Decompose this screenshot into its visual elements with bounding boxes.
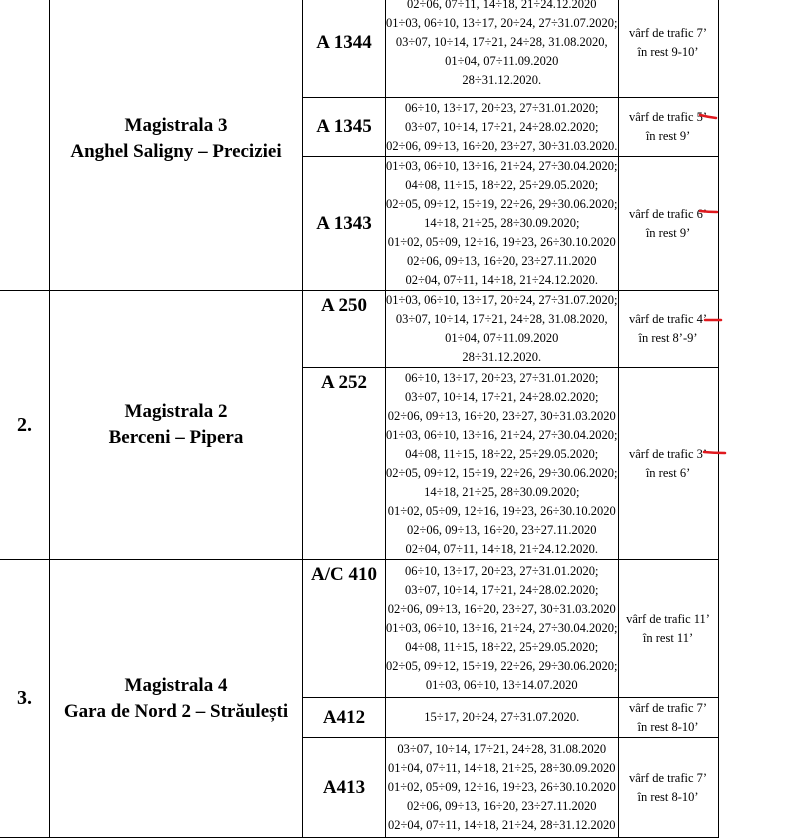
date-line: 03÷07, 10÷14, 17÷21, 24÷28, 31.08.2020 xyxy=(397,742,607,756)
dates-cell xyxy=(386,738,619,838)
table-row xyxy=(0,0,718,98)
dates-cell xyxy=(386,698,619,738)
date-line: 02÷06, 09÷13, 16÷20, 23÷27, 30÷31.03.2020 xyxy=(387,602,616,616)
route-subtitle: Berceni – Pipera xyxy=(108,427,244,448)
offpeak-frequency: în rest 9’ xyxy=(645,225,691,240)
route-title: Magistrala 2 xyxy=(124,401,228,422)
peak-frequency: vârf de trafic 5’ xyxy=(628,110,708,124)
date-line: 28÷31.12.2020. xyxy=(462,73,542,87)
peak-frequency: vârf de trafic 3’ xyxy=(628,446,708,461)
date-line: 03÷07, 10÷14, 17÷21, 24÷28.02.2020; xyxy=(405,119,599,134)
date-line: 02÷06, 07÷11, 14÷18, 21÷24.12.2020 xyxy=(407,0,597,11)
frequency-cell xyxy=(618,291,718,368)
date-line: 06÷10, 13÷17, 20÷23, 27÷31.01.2020; xyxy=(405,564,599,578)
date-line: 02÷04, 07÷11, 14÷18, 21÷24, 28÷31.12.2020 xyxy=(387,818,616,832)
dates-cell xyxy=(386,368,619,560)
row-number-cell xyxy=(0,0,50,291)
frequency-cell xyxy=(618,738,718,838)
route-subtitle: Anghel Saligny – Preciziei xyxy=(70,141,282,162)
offpeak-frequency: în rest 8’-9’ xyxy=(638,331,698,345)
date-line: 04÷08, 11÷15, 18÷22, 25÷29.05.2020; xyxy=(405,640,599,654)
peak-frequency: vârf de trafic 7’ xyxy=(628,700,708,715)
peak-frequency: vârf de trafic 6’ xyxy=(628,206,708,221)
offpeak-frequency: în rest 8-10’ xyxy=(637,719,699,734)
offpeak-frequency: în rest 6’ xyxy=(645,465,691,480)
date-line: 02÷05, 09÷12, 15÷19, 22÷26, 29÷30.06.2020; xyxy=(386,197,618,211)
date-line: 02÷04, 07÷11, 14÷18, 21÷24.12.2020. xyxy=(405,273,599,287)
date-line: 28÷31.12.2020. xyxy=(462,350,542,364)
date-line: 02÷06, 09÷13, 16÷20, 23÷27, 30÷31.03.2020. xyxy=(386,138,618,153)
date-line: 01÷03, 06÷10, 13÷16, 21÷24, 27÷30.04.2020; xyxy=(386,159,618,173)
peak-frequency: vârf de trafic 4’ xyxy=(628,312,708,326)
peak-frequency: vârf de trafic 7’ xyxy=(628,25,708,40)
dates-cell xyxy=(386,98,619,157)
date-line: 04÷08, 11÷15, 18÷22, 25÷29.05.2020; xyxy=(405,446,599,461)
date-line: 02÷06, 09÷13, 16÷20, 23÷27.11.2020 xyxy=(407,254,597,268)
date-line: 01÷04, 07÷11.09.2020 xyxy=(445,331,559,345)
date-line: 01÷02, 05÷09, 12÷16, 19÷23, 26÷30.10.2020 xyxy=(387,235,616,249)
route-name-cell xyxy=(50,291,303,560)
frequency-cell xyxy=(618,157,718,291)
date-line: 01÷03, 06÷10, 13÷16, 21÷24, 27÷30.04.2020; xyxy=(386,621,618,635)
date-line: 02÷04, 07÷11, 14÷18, 21÷24.12.2020. xyxy=(405,541,599,556)
date-line: 01÷04, 07÷11, 14÷18, 21÷25, 28÷30.09.2020 xyxy=(387,761,616,775)
offpeak-frequency: în rest 11’ xyxy=(642,630,694,645)
row-number-cell: 3. xyxy=(0,560,50,838)
offpeak-frequency: în rest 9’ xyxy=(645,129,691,143)
route-title: Magistrala 4 xyxy=(124,674,228,696)
date-line: 03÷07, 10÷14, 17÷21, 24÷28.02.2020; xyxy=(405,389,599,404)
date-line: 01÷03, 06÷10, 13÷17, 20÷24, 27÷31.07.2020; xyxy=(386,293,618,307)
route-name-cell xyxy=(50,560,303,838)
train-code-cell: A/C 410 xyxy=(303,560,386,698)
date-line: 14÷18, 21÷25, 28÷30.09.2020; xyxy=(424,484,580,499)
route-title: Magistrala 3 xyxy=(124,115,228,136)
date-line: 14÷18, 21÷25, 28÷30.09.2020; xyxy=(424,216,580,230)
frequency-cell xyxy=(618,368,718,560)
peak-frequency: vârf de trafic 7’ xyxy=(628,770,708,785)
frequency-cell xyxy=(618,98,718,157)
frequency-cell xyxy=(618,698,718,738)
date-line: 02÷05, 09÷12, 15÷19, 22÷26, 29÷30.06.2020; xyxy=(386,465,618,480)
dates-cell xyxy=(386,291,619,368)
date-line: 15÷17, 20÷24, 27÷31.07.2020. xyxy=(424,710,580,724)
date-line: 01÷03, 06÷10, 13÷14.07.2020 xyxy=(425,678,578,692)
date-line: 02÷06, 09÷13, 16÷20, 23÷27.11.2020 xyxy=(407,799,597,813)
date-line: 06÷10, 13÷17, 20÷23, 27÷31.01.2020; xyxy=(405,370,599,385)
dates-cell xyxy=(386,157,619,291)
dates-cell xyxy=(386,0,619,98)
date-line: 01÷03, 06÷10, 13÷16, 21÷24, 27÷30.04.2020; xyxy=(386,427,618,442)
date-line: 02÷06, 09÷13, 16÷20, 23÷27, 30÷31.03.2020 xyxy=(387,408,616,423)
train-code-cell: A 1343 xyxy=(303,157,386,291)
train-code-cell: A 1344 xyxy=(303,0,386,98)
date-line: 01÷02, 05÷09, 12÷16, 19÷23, 26÷30.10.2020 xyxy=(387,780,616,794)
route-name-cell xyxy=(50,0,303,291)
row-number-cell: 2. xyxy=(0,291,50,560)
date-line: 04÷08, 11÷15, 18÷22, 25÷29.05.2020; xyxy=(405,178,599,192)
offpeak-frequency: în rest 8-10’ xyxy=(637,789,699,804)
table-row xyxy=(0,560,718,698)
table-row xyxy=(0,291,718,368)
dates-cell xyxy=(386,560,619,698)
offpeak-frequency: în rest 9-10’ xyxy=(637,44,699,59)
train-code-cell: A 250 xyxy=(303,291,386,368)
date-line: 01÷04, 07÷11.09.2020 xyxy=(445,54,559,68)
date-line: 03÷07, 10÷14, 17÷21, 24÷28, 31.08.2020, xyxy=(395,312,608,326)
peak-frequency: vârf de trafic 11’ xyxy=(626,611,710,626)
frequency-cell xyxy=(618,560,718,698)
train-code-cell: A 252 xyxy=(303,368,386,560)
date-line: 02÷06, 09÷13, 16÷20, 23÷27.11.2020 xyxy=(407,522,597,537)
train-code-cell: A 1345 xyxy=(303,98,386,157)
date-line: 02÷05, 09÷12, 15÷19, 22÷26, 29÷30.06.2020; xyxy=(386,659,618,673)
train-code-cell: A413 xyxy=(303,738,386,838)
date-line: 03÷07, 10÷14, 17÷21, 24÷28.02.2020; xyxy=(405,583,599,597)
train-code-cell: A412 xyxy=(303,698,386,738)
frequency-cell xyxy=(618,0,718,98)
date-line: 03÷07, 10÷14, 17÷21, 24÷28, 31.08.2020, xyxy=(395,35,608,49)
date-line: 06÷10, 13÷17, 20÷23, 27÷31.01.2020; xyxy=(405,100,599,115)
date-line: 01÷03, 06÷10, 13÷17, 20÷24, 27÷31.07.2020; xyxy=(386,16,618,30)
date-line: 01÷02, 05÷09, 12÷16, 19÷23, 26÷30.10.2020 xyxy=(387,503,616,518)
route-subtitle: Gara de Nord 2 – Străulești xyxy=(63,700,289,722)
